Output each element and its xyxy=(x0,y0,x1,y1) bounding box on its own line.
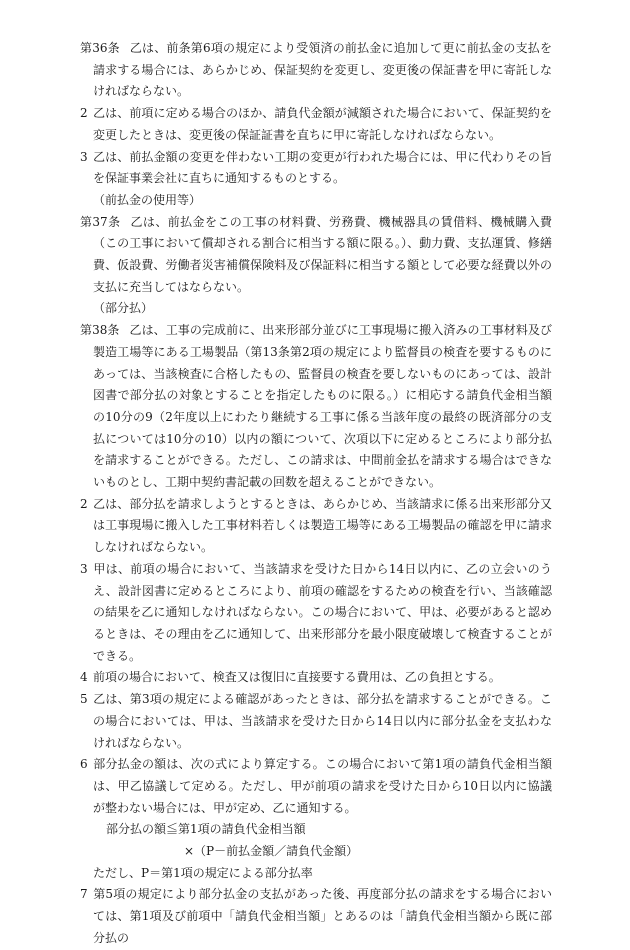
article-text: 乙は、工事の完成前に、出来形部分並びに工事現場に搬入済みの工事材料及び製造工場等にある工場製品（第13条第2項の規定により監督員の検査を要するものにあっては、当該検査に合格したもの、監督員の検査を要しないものにあっては、設計図書で部分払の対象とすることを指定したものに限る。）に相応する請負代金相当額の10分の9（2年度以上にわたり継続する工事に係る当該年度の最終の既済部分の支払については10分の10）以内の額について、次項以下に定めるところにより部分払を請求することができる。ただし、この請求は、中間前金払を請求する場合はできないものとし、工期中契約書記載の回数を超えることができない。 xyxy=(93,323,552,490)
article-38-clause-4 xyxy=(80,667,552,689)
clause-text: 部分払金の額は、次の式により算定する。この場合において第1項の請負代金相当額は、甲乙協議して定める。ただし、甲が前項の請求を受けた日から10日以内に協議が整わない場合には、甲が定め、乙に通知する。 xyxy=(93,757,552,815)
clause-number: 3 xyxy=(80,561,88,576)
article-37 xyxy=(80,212,552,299)
clause-text: 乙は、第3項の規定による確認があったときは、部分払を請求することができる。この場合においては、甲は、当該請求を受けた日から14日以内に部分払金を支払わなければならない。 xyxy=(93,692,552,750)
clause-number: 7 xyxy=(80,887,88,902)
document-page xyxy=(80,38,552,950)
article-38 xyxy=(80,320,552,494)
clause-number: 5 xyxy=(80,692,88,707)
clause-text: 第5項の規定により部分払金の支払があった後、再度部分払の請求をする場合においては、第1項及び前項中「請負代金相当額」とあるのは「請負代金相当額から既に部分払の xyxy=(93,887,552,945)
article-38-clause-5 xyxy=(80,689,552,754)
clause-number: 3 xyxy=(80,149,88,164)
article-number: 第38条 xyxy=(80,323,120,338)
article-38-clause-3 xyxy=(80,559,552,668)
clause-number: 4 xyxy=(80,670,88,685)
clause-text: 前項の場合において、検査又は復旧に直接要する費用は、乙の負担とする。 xyxy=(93,670,501,685)
article-number: 第36条 xyxy=(80,41,120,55)
clause-number: 6 xyxy=(80,757,88,772)
article-text: 乙は、前条第6項の規定により受領済の前払金に追加して更に前払金の支払を請求する場合には、あらかじめ、保証契約を変更し、変更後の保証書を甲に寄託しなければならない。 xyxy=(93,41,552,99)
article-36-clause-2 xyxy=(80,103,552,146)
formula-note: ただし、P＝第1項の規定による部分払率 xyxy=(93,865,313,880)
article-number: 第37条 xyxy=(80,214,121,229)
clause-text: 甲は、前項の場合において、当該請求を受けた日から14日以内に、乙の立会いのうえ、設計図書に定めるところにより、前項の確認をするための検査を行い、当該確認の結果を乙に通知しなければならない。この場合において、甲は、必要があると認めるときは、その理由を乙に通知して、出来形部分を最小限度破壊して検査することができる。 xyxy=(93,561,552,663)
article-38-heading: （部分払） xyxy=(93,301,154,316)
article-text: 乙は、前払金をこの工事の材料費、労務費、機械器具の賃借料、機械購入費（この工事において償却される割合に相当する額に限る。）、動力費、支払運賃、修繕費、仮設費、労働者災害補償保険料及び保証料に相当する額として必要な経費以外の支払に充当してはならない。 xyxy=(93,214,552,294)
article-38-clause-6 xyxy=(80,754,552,819)
formula-line-2: ×（P－前払金額／請負代金額） xyxy=(184,844,359,859)
clause-text: 乙は、前払金額の変更を伴わない工期の変更が行われた場合には、甲に代わりその旨を保証事業会社に直ちに通知するものとする。 xyxy=(93,149,552,186)
formula-line-1: 部分払の額≦第1項の請負代金相当額 xyxy=(106,822,306,837)
clause-number: 2 xyxy=(80,106,88,121)
article-38-clause-7 xyxy=(80,884,552,949)
article-36-clause-3 xyxy=(80,147,552,190)
clause-text: 乙は、部分払を請求しようとするときは、あらかじめ、当該請求に係る出来形部分又は工事現場に搬入した工事材料若しくは製造工場等にある工場製品の確認を甲に請求しなければならない。 xyxy=(93,496,552,555)
article-36 xyxy=(80,38,552,103)
article-38-clause-2 xyxy=(80,494,552,559)
clause-number: 2 xyxy=(80,496,88,511)
clause-text: 乙は、前項に定める場合のほか、請負代金額が減額された場合において、保証契約を変更したときは、変更後の保証証書を直ちに甲に寄託しなければならない。 xyxy=(93,106,552,142)
article-37-heading: （前払金の使用等） xyxy=(93,192,202,207)
